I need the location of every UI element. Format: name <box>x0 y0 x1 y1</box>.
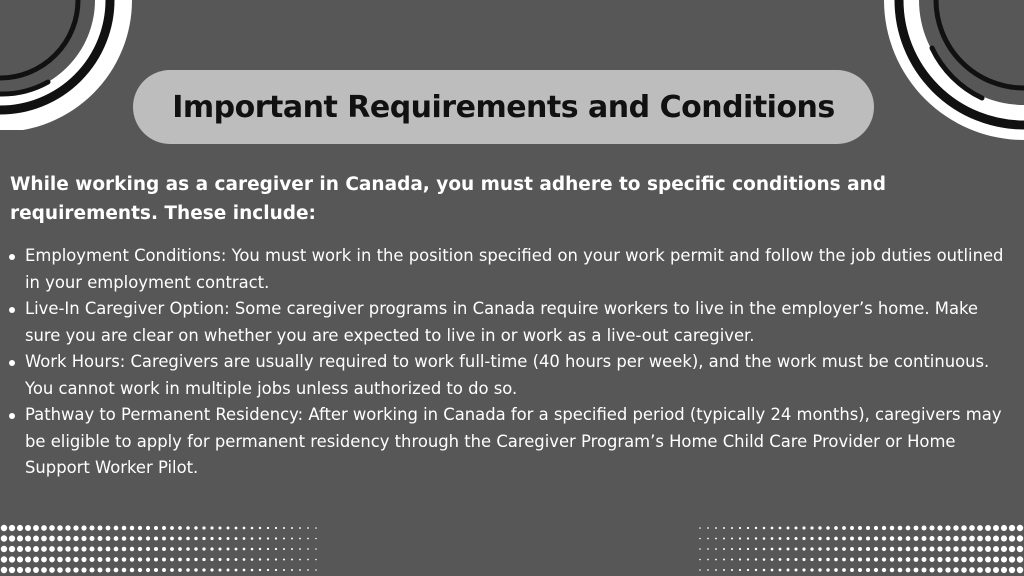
list-item-employment-conditions <box>8 243 1014 296</box>
list-item-text: Live-In Caregiver Option: Some caregiver programs in Canada require workers to live in the employer’s home. Make sure you are clear on whether you are expected to live in or work as a live-out caregiver. <box>25 299 978 345</box>
dot-pattern-decoration-bottom-left <box>0 516 330 576</box>
intro-text: While working as a caregiver in Canada, you must adhere to specific conditions and requirements. These include: <box>10 174 887 224</box>
page-title: Important Requirements and Conditions <box>172 89 835 125</box>
list-item-permanent-residency <box>8 402 1014 482</box>
bullet-icon <box>9 307 15 313</box>
title-banner <box>133 70 874 144</box>
corner-arc-decoration-top-left <box>0 0 140 130</box>
dot-pattern-decoration-bottom-right <box>689 516 1024 576</box>
corner-arc-decoration-top-right <box>864 0 1024 140</box>
bullet-icon <box>9 360 15 366</box>
list-item-text: Pathway to Permanent Residency: After working in Canada for a specified period (typically 24 months), caregivers may be eligible to apply for permanent residency through the Caregiver Program’s Home Child Care Provider or Home Support Worker Pilot. <box>25 405 1002 477</box>
requirements-list <box>8 243 1014 482</box>
list-item-text: Work Hours: Caregivers are usually required to work full-time (40 hours per week), and the work must be continuous. You cannot work in multiple jobs unless authorized to do so. <box>25 352 990 398</box>
list-item-work-hours <box>8 349 1014 402</box>
bullet-icon <box>9 413 15 419</box>
bullet-icon <box>9 254 15 260</box>
list-item-text: Employment Conditions: You must work in the position specified on your work permit and follow the job duties outlined in your employment contract. <box>25 246 1004 292</box>
list-item-live-in-caregiver <box>8 296 1014 349</box>
